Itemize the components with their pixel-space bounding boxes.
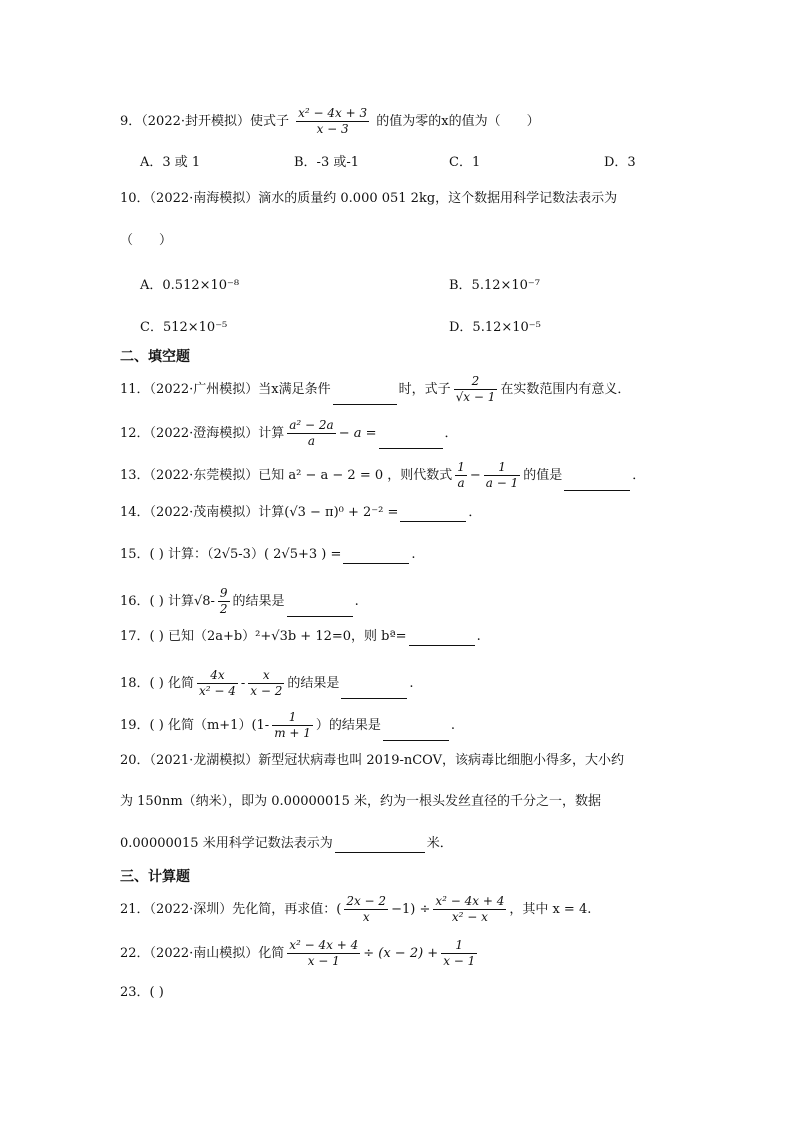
fraction: $\frac{1}{a - 1}$ — [485, 460, 519, 490]
answer-blank[interactable] — [383, 726, 449, 741]
question-11: 11．（2022·广州模拟）当x满足条件 时，式子 $\frac{2}{√x - 1}$ 在实数范围内有意义． — [120, 374, 631, 404]
answer-blank[interactable] — [341, 684, 407, 699]
option-a: A．3 或 1 — [140, 155, 201, 170]
answer-blank[interactable] — [379, 434, 443, 449]
fraction: $\frac{1}{m + 1}$ — [274, 710, 311, 740]
option-c: C．512×10⁻⁵ — [140, 320, 228, 335]
question-16: 16．( ) 计算√8- $\frac{9}{2}$ 的结果是 . — [120, 586, 359, 616]
answer-blank[interactable] — [343, 549, 409, 564]
fraction: $\frac{\text{x² − 4x + 3}}{x - 3}$ — [298, 106, 368, 136]
fraction: $\frac{4x}{\text{x² − 4}}$ — [198, 668, 236, 698]
fraction: $\frac{1}{a}$ — [457, 460, 465, 490]
question-15: 15．( ) 计算：（2√5-3）( 2√5+3 ) = . — [120, 547, 416, 562]
option-d: D．5.12×10⁻⁵ — [449, 320, 541, 335]
answer-blank[interactable] — [335, 838, 425, 853]
question-17: 17．( ) 已知（2a+b）²+√3b + 12=0，则 bª= . — [120, 629, 481, 644]
fraction: $\frac{x}{x - 2}$ — [250, 668, 283, 698]
fraction: $\frac{\text{x² − 4x + 4}}{\text{x² − x}}$ — [435, 894, 505, 924]
fraction: $\frac{9}{2}$ — [219, 586, 228, 616]
question-12: 12．（2022·澄海模拟）计算 $\frac{\text{a² − 2a}}{a}$ − a = ． — [120, 418, 458, 448]
answer-blank[interactable] — [564, 476, 630, 491]
question-21: 21．（2022·深圳）先化简，再求值：( $\frac{2x - 2}{x}$ −1) ÷ $\frac{\text{x² − 4x + 4}}{\text{x² − x}}$ ，其中 x = 4. — [120, 894, 592, 924]
option-a: A．0.512×10⁻⁸ — [140, 278, 240, 293]
option-b: B．5.12×10⁻⁷ — [449, 278, 541, 293]
question-20-line-1: 20．（2021·龙湖模拟）新型冠状病毒也叫 2019-nCOV，该病毒比细胞小得多，大小约 — [120, 753, 625, 768]
question-20-line-3: 0.00000015 米用科学记数法表示为 米． — [120, 836, 453, 851]
section-title-calculation: 三、计算题 — [120, 869, 190, 885]
question-23: 23．( ) — [120, 985, 164, 1000]
answer-blank[interactable] — [333, 390, 397, 405]
question-10-paren: （ ） — [120, 233, 173, 248]
fraction: $\frac{1}{x - 1}$ — [443, 938, 476, 968]
answer-blank[interactable] — [400, 507, 466, 522]
fraction: $\frac{2}{√x - 1}$ — [455, 374, 496, 404]
option-b: B．-3 或-1 — [294, 155, 360, 170]
answer-blank[interactable] — [409, 631, 475, 646]
question-18: 18．( ) 化简 $\frac{4x}{\text{x² − 4}}$ - $\frac{x}{x - 2}$ 的结果是 . — [120, 668, 414, 698]
question-10: 10．（2022·南海模拟）滴水的质量约 0.000 051 2kg，这个数据用科学记数法表示为 — [120, 191, 618, 206]
question-14: 14．（2022·茂南模拟）计算(√3 − π)⁰ + 2⁻² = ． — [120, 505, 482, 520]
question-22: 22．（2022·南山模拟）化简 $\frac{\text{x² − 4x + 4}}{x - 1}$ ÷ (x − 2) + $\frac{1}{x - 1}$ — [120, 938, 476, 968]
fraction: $\frac{\text{x² − 4x + 4}}{x - 1}$ — [289, 938, 359, 968]
section-title-fill-blank: 二、填空题 — [120, 349, 190, 365]
fraction: $\frac{\text{a² − 2a}}{a}$ — [289, 418, 334, 448]
question-20-line-2: 为 150nm（纳米），即为 0.00000015 米，约为一根头发丝直径的千分之一，数据 — [120, 794, 601, 809]
answer-blank[interactable] — [287, 602, 353, 617]
question-19: 19．( ) 化简（m+1）(1- $\frac{1}{m + 1}$ ）的结果是 . — [120, 710, 456, 740]
fraction: $\frac{2x - 2}{x}$ — [346, 894, 387, 924]
option-d: D．3 — [604, 155, 636, 170]
question-9: 9．（2022·封开模拟）使式子 $\frac{\text{x² − 4x + 3}}{x - 3}$ 的值为零的x的值为（ ） — [120, 106, 540, 136]
question-13: 13．（2022·东莞模拟）已知 a² − a − 2 = 0 ，则代数式 $\frac{1}{a}$ − $\frac{1}{a - 1}$ 的值是 ． — [120, 460, 646, 490]
option-c: C．1 — [449, 155, 481, 170]
